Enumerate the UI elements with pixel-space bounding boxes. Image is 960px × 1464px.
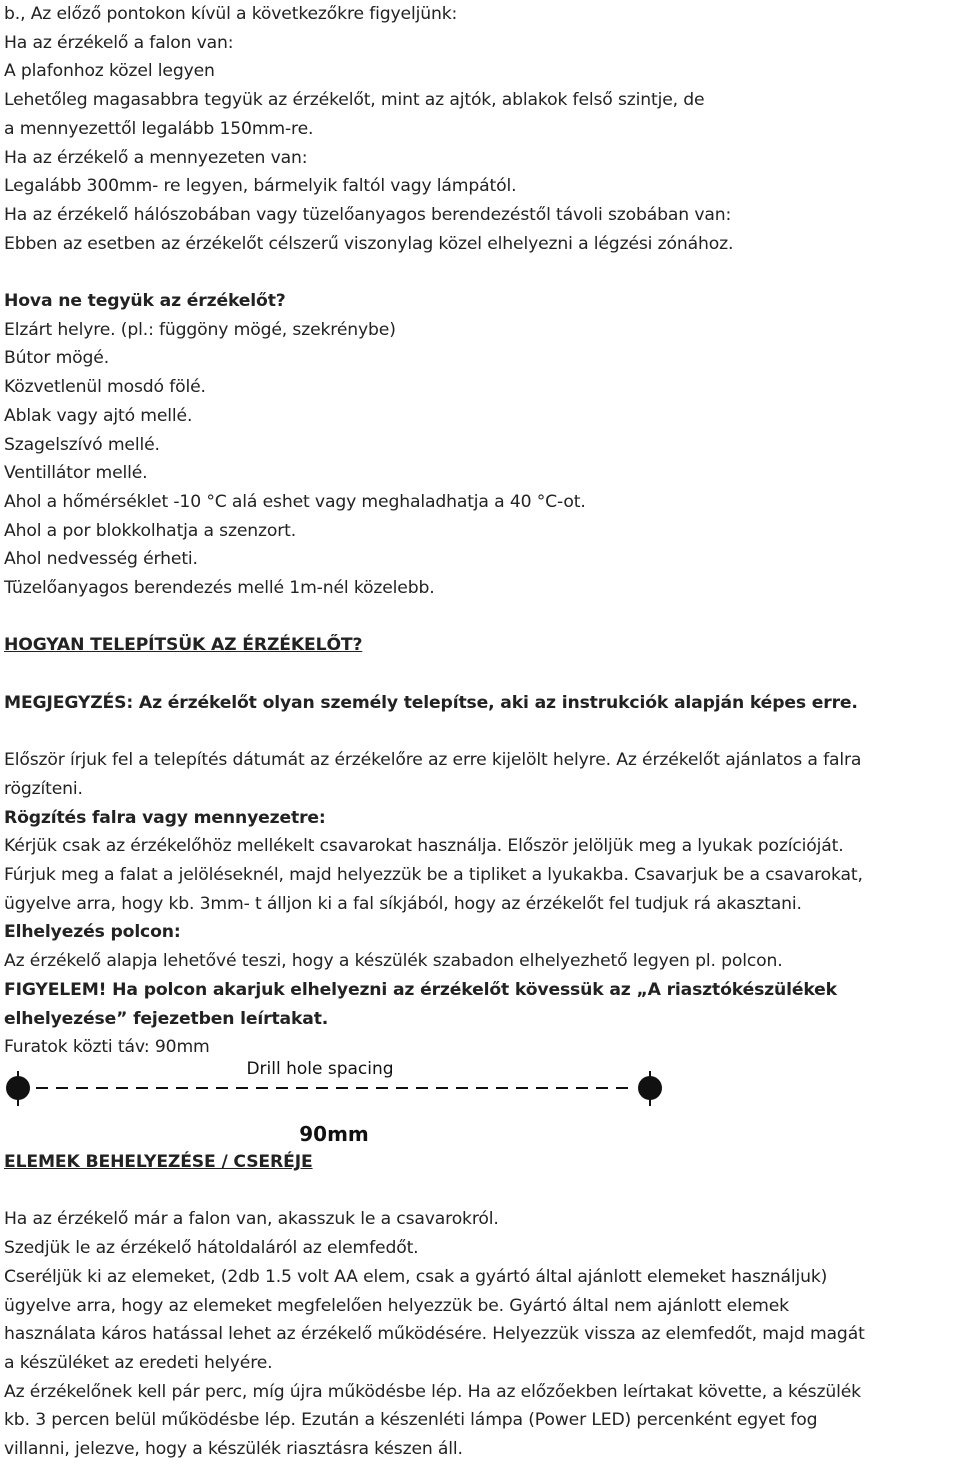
text-line: villanni, jelezve, hogy a készülék riasztásra készen áll. [4,1439,463,1460]
wall-heading: Rögzítés falra vagy mennyezetre: [4,807,326,828]
drill-hole-svg [0,1054,670,1154]
text-line: ügyelve arra, hogy kb. 3mm- t álljon ki a fal síkjából, hogy az érzékelőt fel tudjuk rá akasztani. [4,893,802,914]
text-line: Fúrjuk meg a falat a jelöléseknél, majd helyezzük be a tipliket a lyukakba. Csavarjuk be a csavarokat, [4,865,863,886]
spacer [4,718,956,747]
battery-heading: ELEMEK BEHELYEZÉSE / CSERÉJE [4,1152,313,1172]
text-line: a mennyezettől legalább 150mm-re. [4,118,314,139]
text-line: Szedjük le az érzékelő hátoldaláról az elemfedőt. [4,1238,419,1259]
text-line: Lehetőleg magasabbra tegyük az érzékelőt, mint az ajtók, ablakok felső szintje, de [4,90,705,111]
spacing-value-label: 90mm [299,1122,369,1146]
where-not-heading: Hova ne tegyük az érzékelőt? [4,291,286,312]
shelf-heading: Elhelyezés polcon: [4,922,181,943]
warning-text: Ha polcon akarjuk elhelyezni az érzékelőt kövessük az „A riasztókészülékek [106,979,837,1000]
text-line: rögzíteni. [4,778,83,799]
battery-section [4,1148,956,1464]
install-heading: HOGYAN TELEPÍTSÜK AZ ÉRZÉKELŐT? [4,635,363,656]
text-line: Legalább 300mm- re legyen, bármelyik faltól vagy lámpától. [4,176,517,197]
text-line: Az érzékelőnek kell pár perc, míg újra működésbe lép. Ha az előzőekben leírtakat követte, a készülék [4,1381,861,1402]
list-item: Ahol a hőmérséklet -10 °C alá eshet vagy meghaladhatja a 40 °C-ot. [4,491,586,512]
text-line: Először írjuk fel a telepítés dátumát az érzékelőre az erre kijelölt helyre. Az érzékelőt ajánlatos a falra [4,750,862,771]
text-line: Ebben az esetben az érzékelőt célszerű viszonylag közel elhelyezni a légzési zónához. [4,233,734,254]
note-label: MEGJEGYZÉS: [4,692,134,713]
text-line: a készüléket az eredeti helyére. [4,1352,273,1373]
warning-label: FIGYELEM! [4,979,107,1000]
text-line: A plafonhoz közel legyen [4,61,215,82]
note-line [4,689,956,718]
list-item: Közvetlenül mosdó fölé. [4,377,206,398]
list-item: Elzárt helyre. (pl.: függöny mögé, szekrénybe) [4,319,396,340]
text-line: használata káros hatással lehet az érzékelő működésére. Helyezzük vissza az elemfedőt, majd magát [4,1324,865,1345]
list-item: Ventillátor mellé. [4,463,148,484]
text-line: Ha az érzékelő a falon van: [4,32,234,53]
text-line: Ha az érzékelő hálószobában vagy tüzelőanyagos berendezéstől távoli szobában van: [4,204,732,225]
warning-line-2: elhelyezése” fejezetben leírtakat. [4,1008,329,1029]
spacer [4,660,956,689]
list-item: Ahol nedvesség érheti. [4,549,198,570]
text-line: ügyelve arra, hogy az elemeket megfelelően helyezzük be. Gyártó által nem ajánlott elemek [4,1295,789,1316]
document-page [4,0,956,1062]
hole-distance: Furatok közti táv: 90mm [4,1037,210,1058]
list-item: Ablak vagy ajtó mellé. [4,405,193,426]
text-line: kb. 3 percen belül működésbe lép. Ezután a készenléti lámpa (Power LED) percenként egyet fog [4,1410,818,1431]
text-line: Ha az érzékelő a mennyezeten van: [4,147,308,168]
drill-hole-diagram [0,1054,670,1154]
text-line: b., Az előző pontokon kívül a következőkre figyeljünk: [4,4,458,24]
note-text: Az érzékelőt olyan személy telepítse, aki az instrukciók alapján képes erre. [133,692,858,713]
text-line: Az érzékelő alapja lehetővé teszi, hogy a készülék szabadon elhelyezhető legyen pl. polcon. [4,951,783,972]
spacer [4,603,956,632]
text-line: Cseréljük ki az elemeket, (2db 1.5 volt AA elem, csak a gyártó által ajánlott elemeket használjuk) [4,1266,828,1287]
text-line: Ha az érzékelő már a falon van, akasszuk le a csavarokról. [4,1209,499,1230]
list-item: Ahol a por blokkolhatja a szenzort. [4,520,297,541]
drill-hole-label: Drill hole spacing [246,1059,394,1079]
text-line: Kérjük csak az érzékelőhöz mellékelt csavarokat használja. Először jelöljük meg a lyukak pozícióját. [4,836,844,857]
warning-line [4,976,956,1005]
list-item: Tüzelőanyagos berendezés mellé 1m-nél közelebb. [4,578,435,599]
spacer [4,1177,956,1206]
list-item: Szagelszívó mellé. [4,434,160,455]
spacer [4,258,956,287]
list-item: Bútor mögé. [4,348,110,369]
